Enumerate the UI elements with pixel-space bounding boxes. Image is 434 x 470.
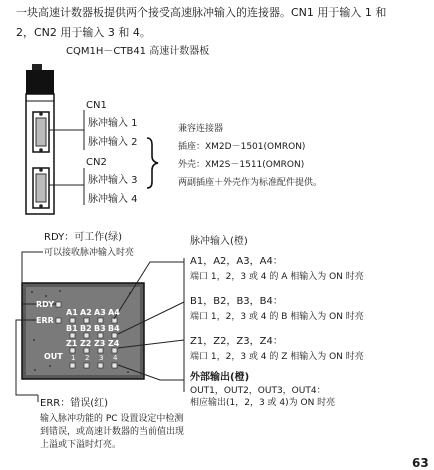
- cn1-label: CN1: [86, 100, 107, 111]
- panel-a2: A2: [80, 308, 92, 317]
- cn2-label: CN2: [86, 157, 107, 168]
- rdy-title: RDY：可工作(绿): [44, 232, 123, 243]
- panel-out-1: 1: [71, 354, 76, 362]
- compat-note: 两副插座＋外壳作为标准配件提供。: [178, 178, 323, 188]
- pulse-b-head: B1，B2，B3，B4：: [190, 296, 283, 307]
- panel-b3: B3: [94, 324, 106, 333]
- intro-line-1: 一块高速计数器板提供两个接受高速脉冲输入的连接器。CN1 用于输入 1 和: [16, 6, 387, 19]
- panel-b4: B4: [108, 324, 120, 333]
- pulse-z-head: Z1，Z2，Z3，Z4：: [190, 336, 283, 347]
- panel-z1: Z1: [66, 339, 78, 348]
- panel-z2: Z2: [80, 339, 92, 348]
- compat-socket: 插座：XM2D－1501(OMRON): [178, 142, 306, 152]
- panel-b1: B1: [66, 324, 78, 333]
- err-line-1: 输入脉冲功能的 PC 设置设定中检测: [40, 414, 184, 424]
- compat-title: 兼容连接器: [178, 124, 224, 134]
- compat-shell: 外壳：XM2S－1511(OMRON): [178, 160, 305, 170]
- panel-out-4: 4: [113, 354, 118, 362]
- pulse-input-1-label: 脉冲输入 1: [88, 118, 138, 129]
- panel-rdy-label: RDY: [36, 300, 55, 309]
- pulse-z-desc: 端口 1，2，3 或 4 的 Z 相输入为 ON 时亮: [190, 352, 364, 362]
- counter-board-drawing: [26, 64, 54, 214]
- pulse-input-4-label: 脉冲输入 4: [88, 194, 138, 205]
- panel-out-2: 2: [85, 354, 90, 362]
- err-line-2: 到错误，或高速计数器的当前值出现: [40, 427, 185, 437]
- panel-a4: A4: [108, 308, 120, 317]
- ext-out-names: OUT1，OUT2，OUT3，OUT4：: [190, 386, 326, 396]
- panel-z3: Z3: [94, 339, 106, 348]
- panel-err-label: ERR: [36, 316, 54, 325]
- board-title: CQM1H－CTB41 高速计数器板: [66, 46, 210, 57]
- pulse-input-3-label: 脉冲输入 3: [88, 175, 138, 186]
- pulse-title: 脉冲输入(橙): [190, 236, 248, 247]
- ext-out-title: 外部输出(橙): [190, 372, 250, 383]
- panel-z4: Z4: [108, 339, 120, 348]
- err-title: ERR：错误(红): [40, 398, 109, 409]
- ext-out-desc: 相应输出(1，2，3 或 4)为 ON 时亮: [190, 398, 336, 408]
- rdy-desc: 可以接收脉冲输入时亮: [44, 248, 135, 258]
- pulse-b-desc: 端口 1，2，3 或 4 的 B 相输入为 ON 时亮: [190, 312, 364, 322]
- pulse-a-desc: 端口 1，2，3 或 4 的 A 相输入为 ON 时亮: [190, 272, 364, 282]
- err-line-3: 上溢或下溢时灯亮。: [40, 440, 122, 450]
- panel-a3: A3: [94, 308, 106, 317]
- intro-line-2: 2，CN2 用于输入 3 和 4。: [16, 26, 151, 39]
- page-number: 63: [412, 456, 429, 470]
- panel-out-3: 3: [99, 354, 104, 362]
- pulse-input-2-label: 脉冲输入 2: [88, 137, 138, 148]
- brace: [147, 138, 158, 188]
- panel-out-label: OUT: [44, 352, 63, 361]
- pulse-a-head: A1，A2，A3，A4：: [190, 256, 283, 267]
- panel-a1: A1: [66, 308, 78, 317]
- panel-b2: B2: [80, 324, 92, 333]
